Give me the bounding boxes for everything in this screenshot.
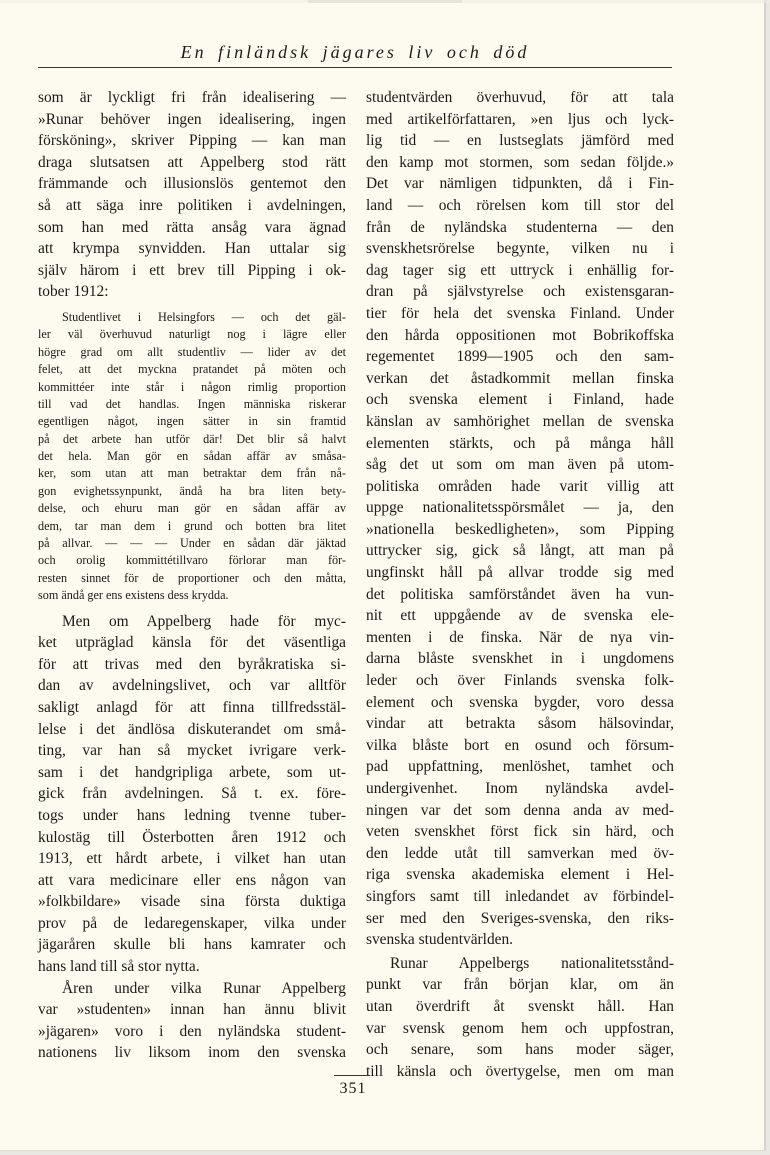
text-line: uttrycker sig, gick så långt, att man på [366, 542, 674, 560]
text-line: såg det ut som om man även på utom- [366, 456, 674, 474]
header-rule [38, 67, 672, 68]
quote-line: det hela. Man gör en sådan affär av småsa- [38, 449, 346, 464]
text-line: element och svenska bygder, voro dessa [366, 693, 674, 711]
text-line: nationens liv liksom inom den svenska [38, 1044, 346, 1062]
quote-line: gon evighetssynpunkt, ändå ha bra liten bety- [38, 483, 346, 498]
text-line: svenskhetsrörelse begynte, vilken nu i [366, 240, 674, 258]
text-line: tober 1912: [38, 283, 109, 301]
text-line: »nationella beskedligheten», som Pipping [366, 520, 674, 538]
text-line: Det var nämligen tidpunkten, då i Fin- [366, 175, 674, 193]
paragraph [366, 87, 674, 951]
paragraph [38, 611, 346, 978]
text-line: kulostäg till Österbotten åren 1912 och [38, 828, 346, 846]
text-line: känslan av samhörighet mellan de svenska [366, 412, 674, 430]
running-head: En finländsk jägares liv och död [180, 42, 530, 62]
text-line: som han med rätta ansåg vara ägnad [38, 218, 346, 236]
block-quote [38, 309, 346, 605]
text-line: »Runar behöver ingen idealisering, ingen [38, 110, 346, 128]
scan-edge [0, 0, 770, 3]
text-line: nit ett uppgående av de svenska ele- [366, 607, 674, 625]
text-line: veten svenskhet först fick sin härd, och [366, 823, 674, 841]
text-line: från de nyländska studenterna — den [366, 218, 674, 236]
text-line: regementet 1899—1905 och den sam- [366, 348, 674, 366]
right-column [366, 87, 674, 1082]
text-line: Men om Appelberg hade för myc- [62, 612, 346, 630]
text-line: den ledde utåt till samverkan med öv- [366, 844, 674, 862]
text-line: försköning», skriver Pipping — kan man [38, 132, 346, 150]
text-line: »folkbildare» visade sina första duktiga [38, 893, 346, 911]
quote-line: som ändå ger ens existens dess krydda. [38, 588, 229, 603]
text-line: så att säga inre politiken i avdelningen, [38, 196, 346, 214]
text-line: menten i de finska. När de nya vin- [366, 628, 674, 646]
quote-line: delse, och ehuru man gör en sådan affär av [38, 501, 346, 516]
text-line: verkan det åstadkommit mellan finska [366, 369, 674, 387]
text-line: det politiska samförståndet även ha vun- [366, 585, 674, 603]
text-line: togs under hans ledning tvenne tuber- [38, 806, 346, 824]
text-line: till känsla och övertygelse, men om man [366, 1062, 674, 1080]
text-line: uppge nationalitetsspörsmålet — ja, den [366, 499, 674, 517]
quote-line: till vad det handlas. Ingen människa riskerar [38, 396, 346, 411]
text-line: var »studenten» innan han ännu blivit [38, 1001, 346, 1019]
text-line: ningen var det som denna anda av med- [366, 801, 674, 819]
quote-line: på det arbete han utför där! Det blir så halvt [38, 431, 346, 446]
text-line: själv härom i ett brev till Pipping i ok- [38, 261, 346, 279]
paragraph [366, 953, 674, 1083]
text-line: sakligt anlagd för att finna tillfredsstäl- [38, 698, 346, 716]
text-line: som är lyckligt fri från idealisering — [38, 89, 346, 106]
quote-line: högre grad om allt studentliv — lider av det [38, 344, 346, 359]
quote-line: på allvar. — — — Under en sådan där jäktad [38, 536, 346, 551]
text-line: främmande och illusionslös gentemot den [38, 175, 346, 193]
text-line: politiska områden hade varit villig att [366, 477, 674, 495]
text-line: dran på självstyrelse och existensgaran- [366, 283, 674, 301]
text-line: »jägaren» voro i den nyländska student- [38, 1022, 346, 1040]
text-line: och senare, som hans moder säger, [366, 1041, 674, 1059]
quote-line: egentligen något, ingen sätter in sin framtid [38, 414, 346, 429]
text-line: punkt var från början klar, om än [366, 976, 674, 994]
text-line: med artikelförfattaren, »en ljus och lyck- [366, 110, 674, 128]
text-line: att krympa synvidden. Han uttalar sig [38, 240, 346, 258]
text-line: lelse i det ändlösa diskuterandet om små- [38, 720, 346, 738]
text-line: hans land till så stor nytta. [38, 958, 200, 976]
text-line: att vara medicinare eller ens någon van [38, 871, 346, 889]
text-line: var svensk genom hem och uppfostran, [366, 1019, 674, 1037]
text-line: undergivenhet. Inom nyländska avdel- [366, 780, 674, 797]
text-line: vindar att betrakta såsom hälsovindar, [366, 715, 674, 733]
text-line: dag tager sig ett uttryck i enhällig for- [366, 261, 674, 279]
quote-line: kommittéer inte står i någon rimlig proportion [38, 379, 346, 394]
text-line: ser med den Sveriges-svenska, den riks- [366, 909, 674, 927]
quote-line: ler väl överhuvud naturligt nog i lägre eller [38, 327, 346, 342]
text-line: dan av avdelningslivet, och var alltför [38, 677, 346, 695]
text-line: elementen stärkts, och på många håll [366, 434, 674, 452]
text-line: Runar Appelbergs nationalitetsstånd- [390, 954, 674, 972]
left-column [38, 87, 346, 1064]
text-line: singfors samt till inledandet av förbindel- [366, 887, 674, 905]
text-line: tier för hela det svenska Finland. Under [366, 304, 674, 322]
text-line: och svenska element i Finland, hade [366, 391, 674, 409]
text-line: den hårda oppositionen mot Bobrikoffska [366, 326, 674, 344]
text-line: darna blåste svenskhet in i ungdomens [366, 650, 674, 668]
page-number-rule [334, 1075, 370, 1076]
text-line: ungfinskt håll på allvar trodde sig med [366, 564, 674, 582]
text-line: lig tid — en lustseglats jämförd med [366, 132, 674, 150]
quote-line: och orolig kommittétillvaro förlorar man för- [38, 553, 346, 568]
text-line: ting, var han så mycket ivrigare verk- [38, 742, 346, 760]
paragraph [38, 87, 346, 303]
text-line: svenska studentvärlden. [366, 931, 514, 949]
text-line: utan överdrift åt svenskt håll. Han [366, 997, 674, 1015]
text-line: gick från avdelningen. Så t. ex. före- [38, 785, 346, 803]
text-line: leder och över Finlands svenska folk- [366, 672, 674, 690]
text-line: Åren under vilka Runar Appelberg [62, 979, 346, 997]
text-line: pad uppfattning, menlöshet, tamhet och [366, 758, 674, 776]
quote-line: Studentlivet i Helsingfors — och det gäl- [62, 309, 346, 324]
text-line: vilka blåste bort en osund och försum- [366, 736, 674, 754]
text-line: 1913, ett hårdt arbete, i vilket han utan [38, 850, 346, 868]
text-line: prov på de ledaregenskaper, vilka under [38, 914, 346, 932]
text-line: ket utpräglad känsla för det väsentliga [38, 634, 346, 652]
page-number: 351 [339, 1080, 367, 1097]
paragraph [38, 978, 346, 1064]
text-line: draga slutsatsen att Appelberg stod rätt [38, 153, 346, 171]
quote-line: resten sinnet för de proportioner och den måtta, [38, 570, 346, 585]
text-line: för att trivas med den byråkratiska si- [38, 655, 346, 673]
text-line: studentvärden överhuvud, för att tala [366, 89, 674, 106]
text-line: land — och rörelsen kom till stor del [366, 196, 674, 214]
text-line: sam i det handgripliga arbete, som ut- [38, 763, 346, 781]
text-line: den kamp mot stormen, som sedan följde.» [366, 153, 674, 171]
text-line: jägaråren skulle bli hans kamrater och [38, 936, 346, 954]
quote-line: dem, tar man dem i grund och botten bra litet [38, 518, 346, 533]
quote-line: ker, som utan att man betraktar dem från nå- [38, 466, 346, 481]
quote-line: felet, att det myckna pratandet på möten och [38, 362, 346, 377]
text-line: riga svenska akademiska element i Hel- [366, 866, 674, 884]
